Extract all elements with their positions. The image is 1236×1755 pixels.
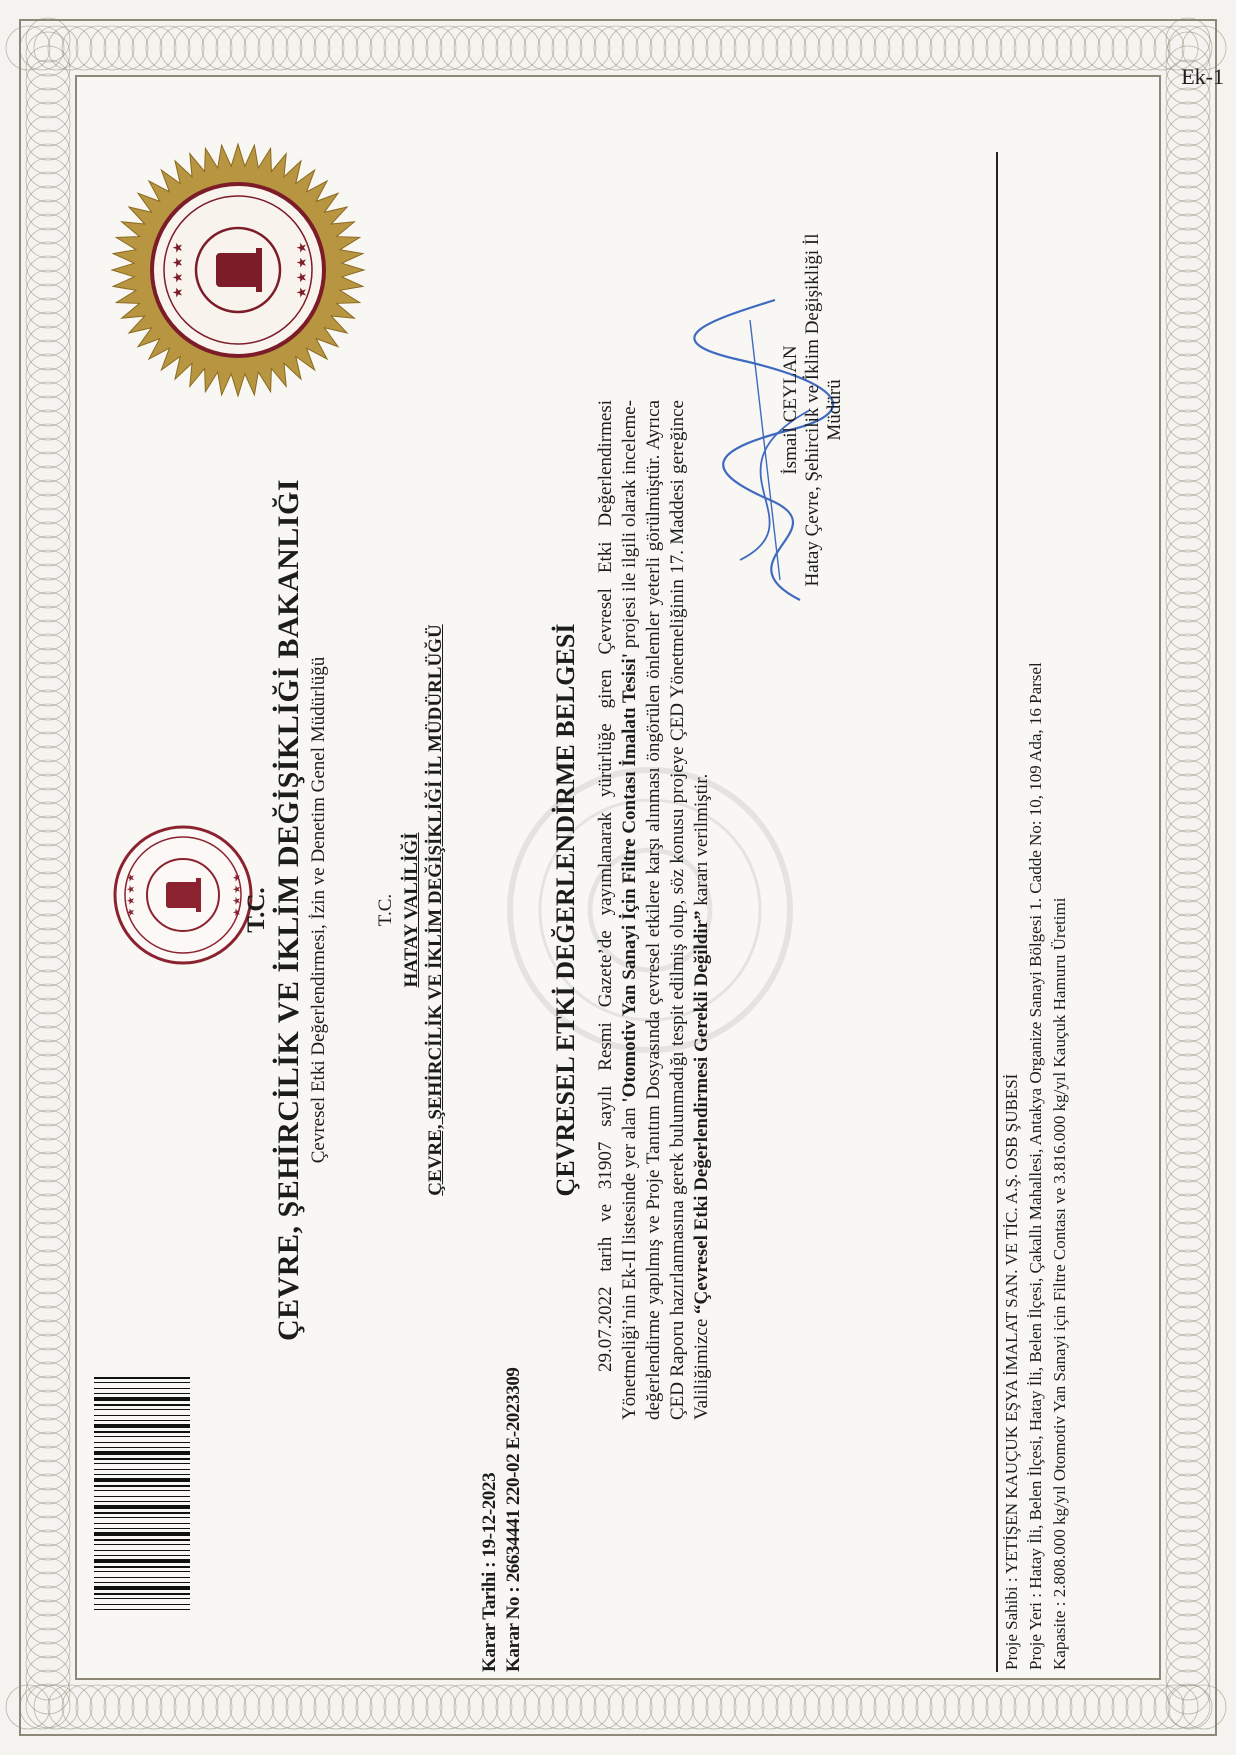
project-capacity: Kapasite : 2.808.000 kg/yıl Otomotiv Yan Sanayi için Filtre Contası ve 3.816.000 kg/yıl Kauçuk Hamuru Üretimi [1050, 897, 1069, 1670]
signatory-title-1: Hatay Çevre, Şehircilik ve İklim Değişikliği İl [802, 233, 823, 587]
header-tc: T.C. [243, 887, 270, 933]
gold-seal-icon [108, 140, 368, 400]
project-info [1000, 170, 1072, 1670]
governorship-name: HATAY VALİLİĞİ [401, 832, 422, 988]
divider-line [996, 152, 998, 1672]
decision-info [478, 1367, 526, 1672]
certificate-title: ÇEVRESEL ETKİ DEĞERLENDİRME BELGESİ [551, 623, 580, 1197]
decision-number: Karar No : 26634441 220-02 E-2023309 [503, 1367, 524, 1672]
text-part-2: projesi ile ilgili olarak inceleme-değerlendirme yapılmış ve Proje Tanıtım Dosyasında çevresel etkilere karşı alınması öngörülen önlemler yeterli görülmüştür. Ayrıca ÇED Raporu hazırlanmasına gerek bulunmadığı tespit edilmiş olup, söz konusu projeye ÇED Yönetmeliğinin 17. Maddesi gereğince Valiliğimizce [619, 400, 712, 1420]
text-part-3: kararı verilmiştir. [691, 773, 712, 911]
project-location: Proje Yeri : Hatay İli, Belen İlçesi, Hatay İli, Belen İlçesi, Çakallı Mahallesi, Antakya Organize Sanayi Bölgesi 1. Cadde No: 10, 109 Ada, 16 Parsel [1026, 662, 1045, 1670]
directorate-name: Çevresel Etki Değerlendirmesi, İzin ve Denetim Genel Müdürlüğü [308, 656, 329, 1164]
project-owner: Proje Sahibi : YETİŞEN KAUÇUK EŞYA İMALAT SAN. VE TİC. A.Ş. OSB ŞUBESİ [1002, 1073, 1021, 1670]
svg-text:★ ★ ★ ★: ★ ★ ★ ★ [170, 241, 185, 299]
decision-text: “Çevresel Etki Değerlendirmesi Gerekli Değildir” [691, 910, 712, 1314]
barcode-icon [94, 1370, 190, 1610]
signatory-title-2: Müdürü [824, 379, 845, 441]
signature-block [780, 200, 846, 620]
decision-date: Karar Tarihi : 19-12-2023 [479, 1472, 500, 1672]
header-tc-2: T.C. [375, 893, 396, 927]
ministry-seal-icon [108, 820, 258, 970]
ministry-name: ÇEVRE, ŞEHİRCİLİK VE İKLİM DEĞİŞİKLİĞİ BAKANLIĞI [272, 479, 305, 1341]
svg-text:★ ★ ★ ★: ★ ★ ★ ★ [294, 241, 309, 299]
text-part-1: 29.07.2022 tarih ve 31907 sayılı Resmi Gazete’de yayımlanarak yürürlüğe giren Çevresel Etki Değerlendirmesi Yönetmeliği’nin Ek-II listesinde yer alan [595, 400, 640, 1420]
certificate-body [120, 120, 1080, 1700]
svg-text:★ ★ ★ ★: ★ ★ ★ ★ [126, 873, 137, 917]
provincial-directorate-name: ÇEVRE, ŞEHİRCİLİK VE İKLİM DEĞİŞİKLİĞİ İL MÜDÜRLÜĞÜ [425, 624, 446, 1196]
signatory-name: İsmail CEYLAN [780, 345, 801, 475]
svg-text:★ ★ ★ ★: ★ ★ ★ ★ [232, 873, 243, 917]
project-name: 'Otomotiv Yan Sanayi İçin Filtre Contası İmalatı Tesisi' [619, 653, 640, 1103]
annex-label: Ek-1 [1181, 64, 1224, 89]
